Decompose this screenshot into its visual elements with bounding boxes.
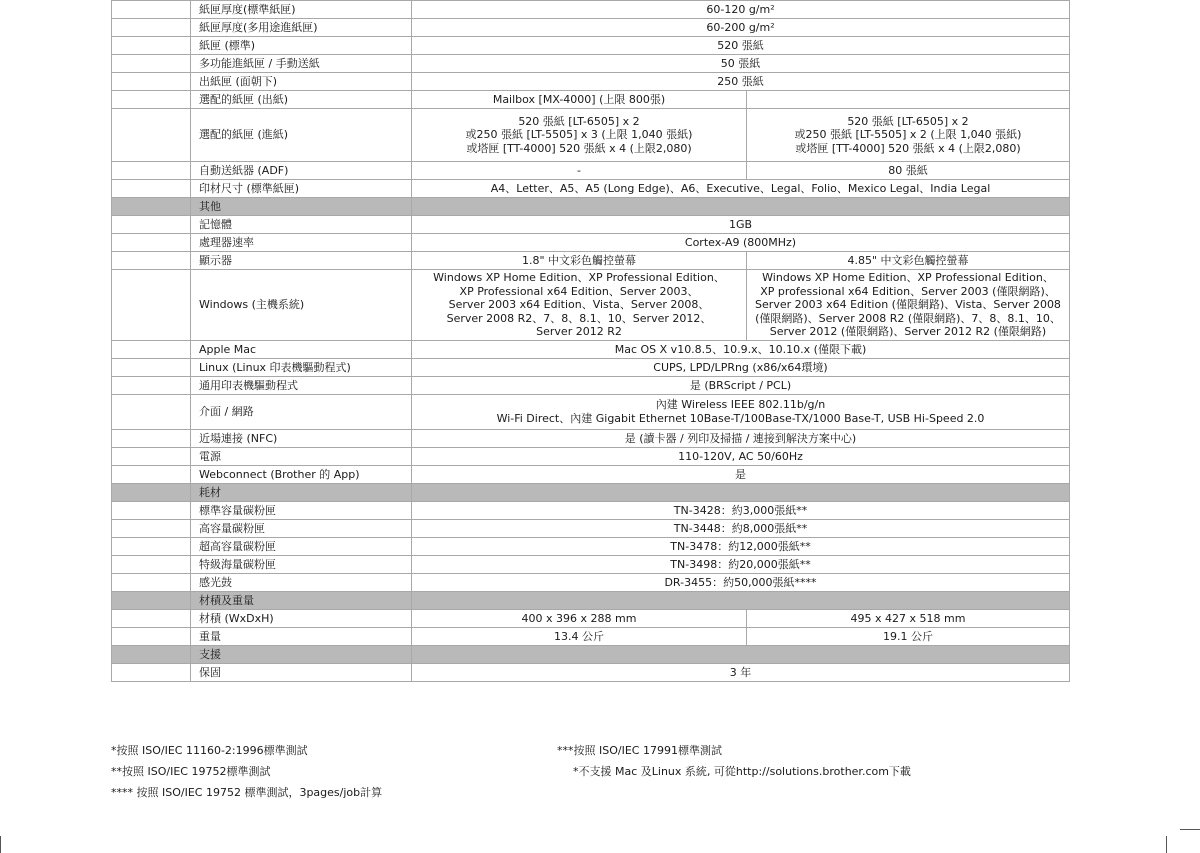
row-label: 紙匣 (標準)	[191, 37, 412, 55]
row-value: 60-120 g/m²	[412, 1, 1070, 19]
value-line: 520 張紙 [LT-6505] x 2	[847, 114, 969, 128]
value-line: 520 張紙 [LT-6505] x 2	[518, 114, 640, 128]
section-support	[112, 646, 1070, 664]
row-label: 顯示器	[191, 252, 412, 270]
row-label: 紙匣厚度(標準紙匣)	[191, 1, 412, 19]
row-side-blank	[112, 556, 191, 574]
row-value-model-a: -	[412, 162, 747, 180]
row-value-model-a	[412, 270, 747, 341]
section-title: 材積及重量	[191, 592, 412, 610]
section-fill	[412, 484, 1070, 502]
row-side-blank	[112, 73, 191, 91]
value-line: Windows XP Home Edition、XP Professional Edition、	[433, 271, 725, 285]
row-label: 標準容量碳粉匣	[191, 502, 412, 520]
row-label: 超高容量碳粉匣	[191, 538, 412, 556]
spec-row	[112, 430, 1070, 448]
row-value: CUPS, LPD/LPRng (x86/x64環境)	[412, 359, 1070, 377]
row-value-model-b: 19.1 公斤	[747, 628, 1070, 646]
spec-row	[112, 448, 1070, 466]
row-value-model-a: 400 x 396 x 288 mm	[412, 610, 747, 628]
row-label: 保固	[191, 664, 412, 682]
row-side-blank	[112, 270, 191, 341]
section-title: 耗材	[191, 484, 412, 502]
row-label: Windows (主機系統)	[191, 270, 412, 341]
row-side-blank	[112, 628, 191, 646]
row-value	[412, 395, 1070, 430]
value-line: Server 2012 (僅限網路)、Server 2012 R2 (僅限網路)	[769, 325, 1047, 339]
spec-row	[112, 520, 1070, 538]
value-line: 或250 張紙 [LT-5505] x 3 (上限 1,040 張紙)	[465, 128, 693, 142]
row-label: 出紙匣 (面朝下)	[191, 73, 412, 91]
row-label: 記憶體	[191, 216, 412, 234]
row-value: 50 張紙	[412, 55, 1070, 73]
spec-row	[112, 664, 1070, 682]
row-side-blank	[112, 252, 191, 270]
value-line: 內建 Wireless IEEE 802.11b/g/n	[655, 398, 826, 412]
row-value: TN-3448：約8,000張紙**	[412, 520, 1070, 538]
row-side-blank	[112, 574, 191, 592]
row-side-blank	[112, 395, 191, 430]
row-side-blank	[112, 359, 191, 377]
footnote-iso-11160: *按照 ISO/IEC 11160-2:1996標準測試	[111, 744, 308, 757]
row-label: 重量	[191, 628, 412, 646]
section-side-blank	[112, 484, 191, 502]
row-value: Mac OS X v10.8.5、10.9.x、10.10.x (僅限下載)	[412, 341, 1070, 359]
value-line: 或塔匣 [TT-4000] 520 張紙 x 4 (上限2,080)	[466, 141, 692, 155]
value-line: Wi-Fi Direct、內建 Gigabit Ethernet 10Base-T/100Base-TX/1000 Base-T, USB Hi-Speed 2.0	[496, 412, 985, 425]
row-value-model-b	[747, 109, 1070, 162]
spec-row	[112, 55, 1070, 73]
row-value-model-a: 1.8" 中文彩色觸控螢幕	[412, 252, 747, 270]
row-value-model-b: 4.85" 中文彩色觸控螢幕	[747, 252, 1070, 270]
footnote-iso-19752: **按照 ISO/IEC 19752標準測試	[111, 765, 271, 778]
row-side-blank	[112, 610, 191, 628]
row-value-model-b	[747, 270, 1070, 341]
section-fill	[412, 198, 1070, 216]
section-consumables	[112, 484, 1070, 502]
row-side-blank	[112, 466, 191, 484]
spec-row	[112, 538, 1070, 556]
spec-row	[112, 37, 1070, 55]
row-label: 高容量碳粉匣	[191, 520, 412, 538]
value-line: (僅限網路)、Server 2008 R2 (僅限網路)、7、8、8.1、10、	[755, 311, 1061, 325]
row-side-blank	[112, 430, 191, 448]
row-value: 60-200 g/m²	[412, 19, 1070, 37]
row-side-blank	[112, 502, 191, 520]
row-value: A4、Letter、A5、A5 (Long Edge)、A6、Executive、Legal、Folio、Mexico Legal、India Legal	[412, 180, 1070, 198]
row-value: DR-3455：約50,000張紙****	[412, 574, 1070, 592]
row-side-blank	[112, 520, 191, 538]
row-side-blank	[112, 180, 191, 198]
row-side-blank	[112, 377, 191, 395]
spec-row	[112, 180, 1070, 198]
row-value: 3 年	[412, 664, 1070, 682]
row-value-model-a: 13.4 公斤	[412, 628, 747, 646]
spec-row	[112, 73, 1070, 91]
row-value: 110-120V, AC 50/60Hz	[412, 448, 1070, 466]
row-value: 是 (讀卡器 / 列印及掃描 / 連接到解決方案中心)	[412, 430, 1070, 448]
row-value-model-b	[747, 91, 1070, 109]
spec-row	[112, 19, 1070, 37]
spec-row	[112, 610, 1070, 628]
section-title: 支援	[191, 646, 412, 664]
row-label: 多功能進紙匣 / 手動送紙	[191, 55, 412, 73]
spec-row	[112, 91, 1070, 109]
row-value-model-b: 495 x 427 x 518 mm	[747, 610, 1070, 628]
section-fill	[412, 646, 1070, 664]
spec-row	[112, 556, 1070, 574]
row-label: 通用印表機驅動程式	[191, 377, 412, 395]
row-label: 自動送紙器 (ADF)	[191, 162, 412, 180]
row-value: 250 張紙	[412, 73, 1070, 91]
row-label: 選配的紙匣 (出紙)	[191, 91, 412, 109]
value-line: XP Professional x64 Edition、Server 2003、	[459, 284, 699, 298]
row-label: 介面 / 網路	[191, 395, 412, 430]
section-title: 其他	[191, 198, 412, 216]
row-side-blank	[112, 162, 191, 180]
row-label: 近場連接 (NFC)	[191, 430, 412, 448]
row-value-model-a: Mailbox [MX-4000] (上限 800張)	[412, 91, 747, 109]
spec-row	[112, 395, 1070, 430]
row-side-blank	[112, 19, 191, 37]
section-other	[112, 198, 1070, 216]
row-side-blank	[112, 91, 191, 109]
spec-table-body	[112, 1, 1070, 682]
spec-row	[112, 377, 1070, 395]
row-label: 材積 (WxDxH)	[191, 610, 412, 628]
value-line: Windows XP Home Edition、XP Professional Edition、	[762, 271, 1054, 285]
row-label: 感光鼓	[191, 574, 412, 592]
crop-mark-left	[0, 836, 1, 853]
value-line: Server 2003 x64 Edition、Vista、Server 2008、	[448, 298, 710, 312]
spec-row	[112, 216, 1070, 234]
value-line: Server 2008 R2、7、8、8.1、10、Server 2012、	[446, 311, 712, 325]
section-fill	[412, 592, 1070, 610]
row-side-blank	[112, 1, 191, 19]
footnote-iso-19752-pages: **** 按照 ISO/IEC 19752 標準測試，3pages/job計算	[111, 786, 383, 799]
footnote-iso-17991: ***按照 ISO/IEC 17991標準測試	[557, 744, 722, 757]
row-side-blank	[112, 55, 191, 73]
section-side-blank	[112, 646, 191, 664]
spec-row	[112, 466, 1070, 484]
value-line: Server 2012 R2	[536, 325, 622, 339]
section-side-blank	[112, 592, 191, 610]
spec-row	[112, 574, 1070, 592]
footnote-download: *不支援 Mac 及Linux 系統, 可從http://solutions.brother.com下載	[573, 765, 911, 778]
row-value: 520 張紙	[412, 37, 1070, 55]
row-value-model-a	[412, 109, 747, 162]
row-value-model-b: 80 張紙	[747, 162, 1070, 180]
row-side-blank	[112, 341, 191, 359]
row-value: 是	[412, 466, 1070, 484]
row-label: 紙匣厚度(多用途進紙匣)	[191, 19, 412, 37]
spec-row	[112, 628, 1070, 646]
value-line: 或250 張紙 [LT-5505] x 2 (上限 1,040 張紙)	[794, 128, 1022, 142]
row-label: 處理器速率	[191, 234, 412, 252]
spec-row	[112, 270, 1070, 341]
row-label: 選配的紙匣 (進紙)	[191, 109, 412, 162]
spec-row	[112, 341, 1070, 359]
row-side-blank	[112, 234, 191, 252]
spec-row	[112, 109, 1070, 162]
row-side-blank	[112, 538, 191, 556]
spec-table	[111, 0, 1070, 682]
row-label: 電源	[191, 448, 412, 466]
value-line: Server 2003 x64 Edition (僅限網路)、Vista、Server 2008	[755, 298, 1061, 312]
spec-row	[112, 162, 1070, 180]
row-value: TN-3498：約20,000張紙**	[412, 556, 1070, 574]
spec-row	[112, 502, 1070, 520]
crop-mark-right-h	[1180, 829, 1200, 830]
row-value: Cortex-A9 (800MHz)	[412, 234, 1070, 252]
row-side-blank	[112, 664, 191, 682]
row-side-blank	[112, 448, 191, 466]
row-value: TN-3428：約3,000張紙**	[412, 502, 1070, 520]
row-label: Apple Mac	[191, 341, 412, 359]
crop-mark-right	[1166, 836, 1167, 853]
row-label: Linux (Linux 印表機驅動程式)	[191, 359, 412, 377]
row-label: 特級海量碳粉匣	[191, 556, 412, 574]
spec-row	[112, 1, 1070, 19]
value-line: 或塔匣 [TT-4000] 520 張紙 x 4 (上限2,080)	[795, 141, 1021, 155]
row-value: TN-3478：約12,000張紙**	[412, 538, 1070, 556]
section-size	[112, 592, 1070, 610]
row-label: Webconnect (Brother 的 App)	[191, 466, 412, 484]
spec-row	[112, 234, 1070, 252]
spec-row	[112, 252, 1070, 270]
row-value: 是 (BRScript / PCL)	[412, 377, 1070, 395]
row-side-blank	[112, 109, 191, 162]
section-side-blank	[112, 198, 191, 216]
row-value: 1GB	[412, 216, 1070, 234]
row-side-blank	[112, 216, 191, 234]
row-side-blank	[112, 37, 191, 55]
row-label: 印材尺寸 (標準紙匣)	[191, 180, 412, 198]
spec-row	[112, 359, 1070, 377]
value-line: XP professional x64 Edition、Server 2003 (僅限網路)、	[760, 284, 1056, 298]
